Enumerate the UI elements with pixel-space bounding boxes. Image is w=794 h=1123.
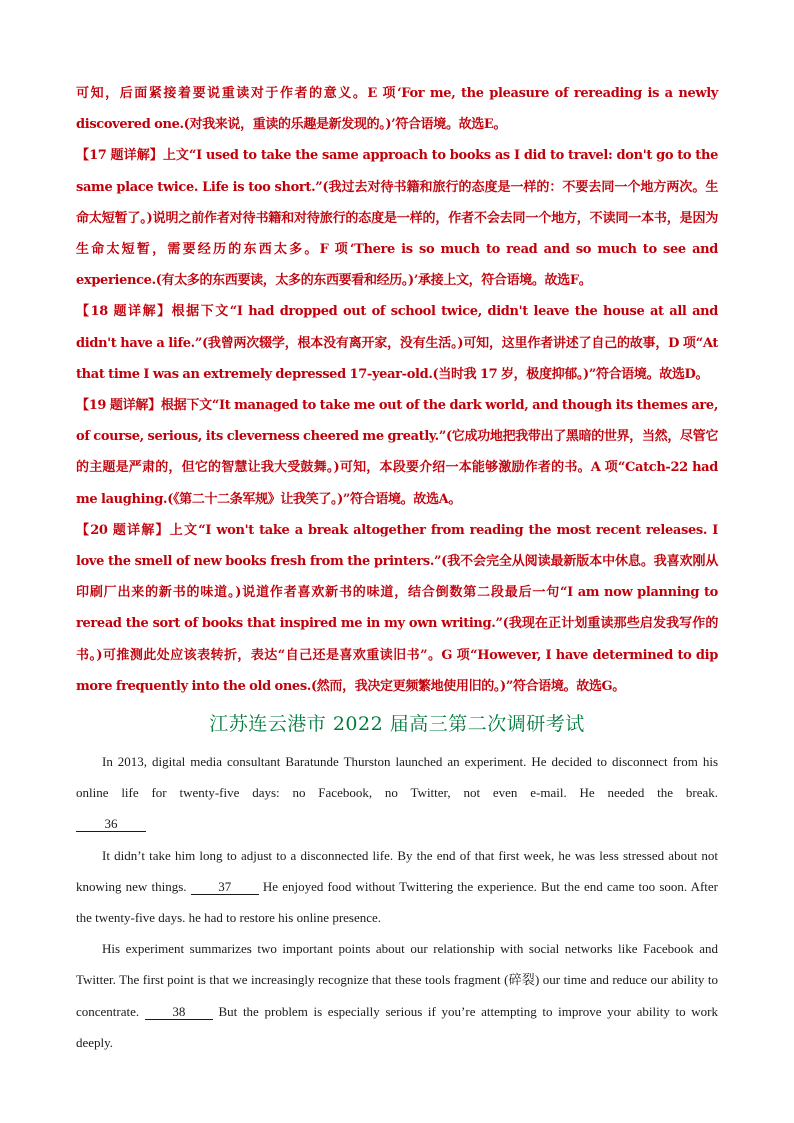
blank-38: 38 bbox=[145, 1004, 213, 1020]
analysis-text: 上文“I won't take a break altogether from reading the most recent releases. I love the smell of new books fresh from the printers.”(我不会完全从阅读最新版本中休息。我喜欢刚从印刷厂出来的新书的味道。)说道作者喜欢新书的味道，结合倒数第二段最后一句“I am now planning to reread the sort of books that inspired me in my own writing.”(我现在正计划重读那些启发我写作的书。)可推测此处应该表转折，表达“自己还是喜欢重读旧书”。G 项“However, I have determined to dip more frequently into the old ones.(然而，我决定更频繁地使用旧的。)”符合语境。故选G。 bbox=[76, 522, 718, 694]
paragraph-text: In 2013, digital media consultant Baratunde Thurston launched an experiment. He decided to disconnect from his online life for twenty-five days: no Facebook, no Twitter, not even e-mail. He needed the break. bbox=[76, 754, 718, 801]
passage-paragraph-3 bbox=[76, 933, 718, 1058]
passage-paragraph-1 bbox=[76, 746, 718, 808]
answer-analysis-19 bbox=[76, 390, 718, 515]
paragraph-text: But the problem is especially serious if you’re attempting to improve your ability to work deeply. bbox=[76, 1003, 719, 1050]
answer-analysis-17 bbox=[76, 140, 718, 296]
analysis-text: 上文“I used to take the same approach to books as I did to travel: don't go to the same place twice. Life is too short.”(我过去对待书籍和旅行的态度是一样的：不要去同一个地方两次。生命太短暂了。)说明之前作者对待书籍和对待旅行的态度是一样的，作者不会去同一个地方，不读同一本书，是因为生命太短暂，需要经历的东西太多。F 项‘There is so much to read and so much to see and experience.(有太多的东西要读，太多的东西要看和经历。)’承接上文，符合语境。故选F。 bbox=[76, 148, 718, 289]
paragraph-text: It didn’t take him long to adjust to a disconnected life. By the end of that first week, he was less stressed about not knowing new things. bbox=[76, 847, 718, 894]
answer-analysis-20 bbox=[76, 515, 718, 702]
question-tag: 【19 题详解】 bbox=[76, 398, 161, 414]
passage-paragraph-2 bbox=[76, 840, 718, 934]
question-tag: 【20 题详解】 bbox=[76, 522, 170, 538]
answer-analysis-16-tail bbox=[76, 78, 718, 140]
page-content bbox=[76, 78, 718, 1058]
question-tag: 【17 题详解】 bbox=[76, 148, 163, 164]
passage-blank-line-36 bbox=[76, 808, 718, 839]
blank-37: 37 bbox=[191, 879, 259, 895]
section-title: 江苏连云港市 2022 届高三第二次调研考试 bbox=[209, 713, 585, 736]
question-tag: 【18 题详解】 bbox=[76, 304, 172, 320]
answer-analysis-18 bbox=[76, 296, 718, 390]
paragraph-text: He enjoyed food without Twittering the experience. But the end came too soon. After the twenty-five days. he had to restore his online presence. bbox=[76, 878, 719, 926]
analysis-text: 根据下文“It managed to take me out of the dark world, and though its themes are, of course, serious, its cleverness cheered me greatly.”(它成功地把我带出了黑暗的世界，当然，尽管它的主题是严肃的，但它的智慧让我大受鼓舞。)可知，本段要介绍一本能够激励作者的书。A 项“Catch-22 had me laughing.(《第二十二条军规》让我笑了。)”符合语境。故选A。 bbox=[76, 398, 718, 507]
paragraph-text: His experiment summarizes two important points about our relationship with social networks like Facebook and Twitter. The first point is that we increasingly recognize that these tools fragment (碎裂) our time and reduce our ability to concentrate. bbox=[76, 941, 718, 1019]
analysis-text: 可知，后面紧接着要说重读对于作者的意义。E 项‘For me, the pleasure of rereading is a newly discovered one.(对我来说，重读的乐趣是新发现的。)’符合语境。故选E。 bbox=[76, 86, 718, 133]
analysis-text: 根据下文“I had dropped out of school twice, didn't leave the house at all and didn't have a life.”(我曾两次辍学，根本没有离开家，没有生活。)可知，这里作者讲述了自己的故事，D 项“At that time I was an extremely depressed 17-year-old.(当时我 17 岁，极度抑郁。)”符合语境。故选D。 bbox=[76, 304, 718, 382]
blank-36: 36 bbox=[76, 816, 146, 832]
